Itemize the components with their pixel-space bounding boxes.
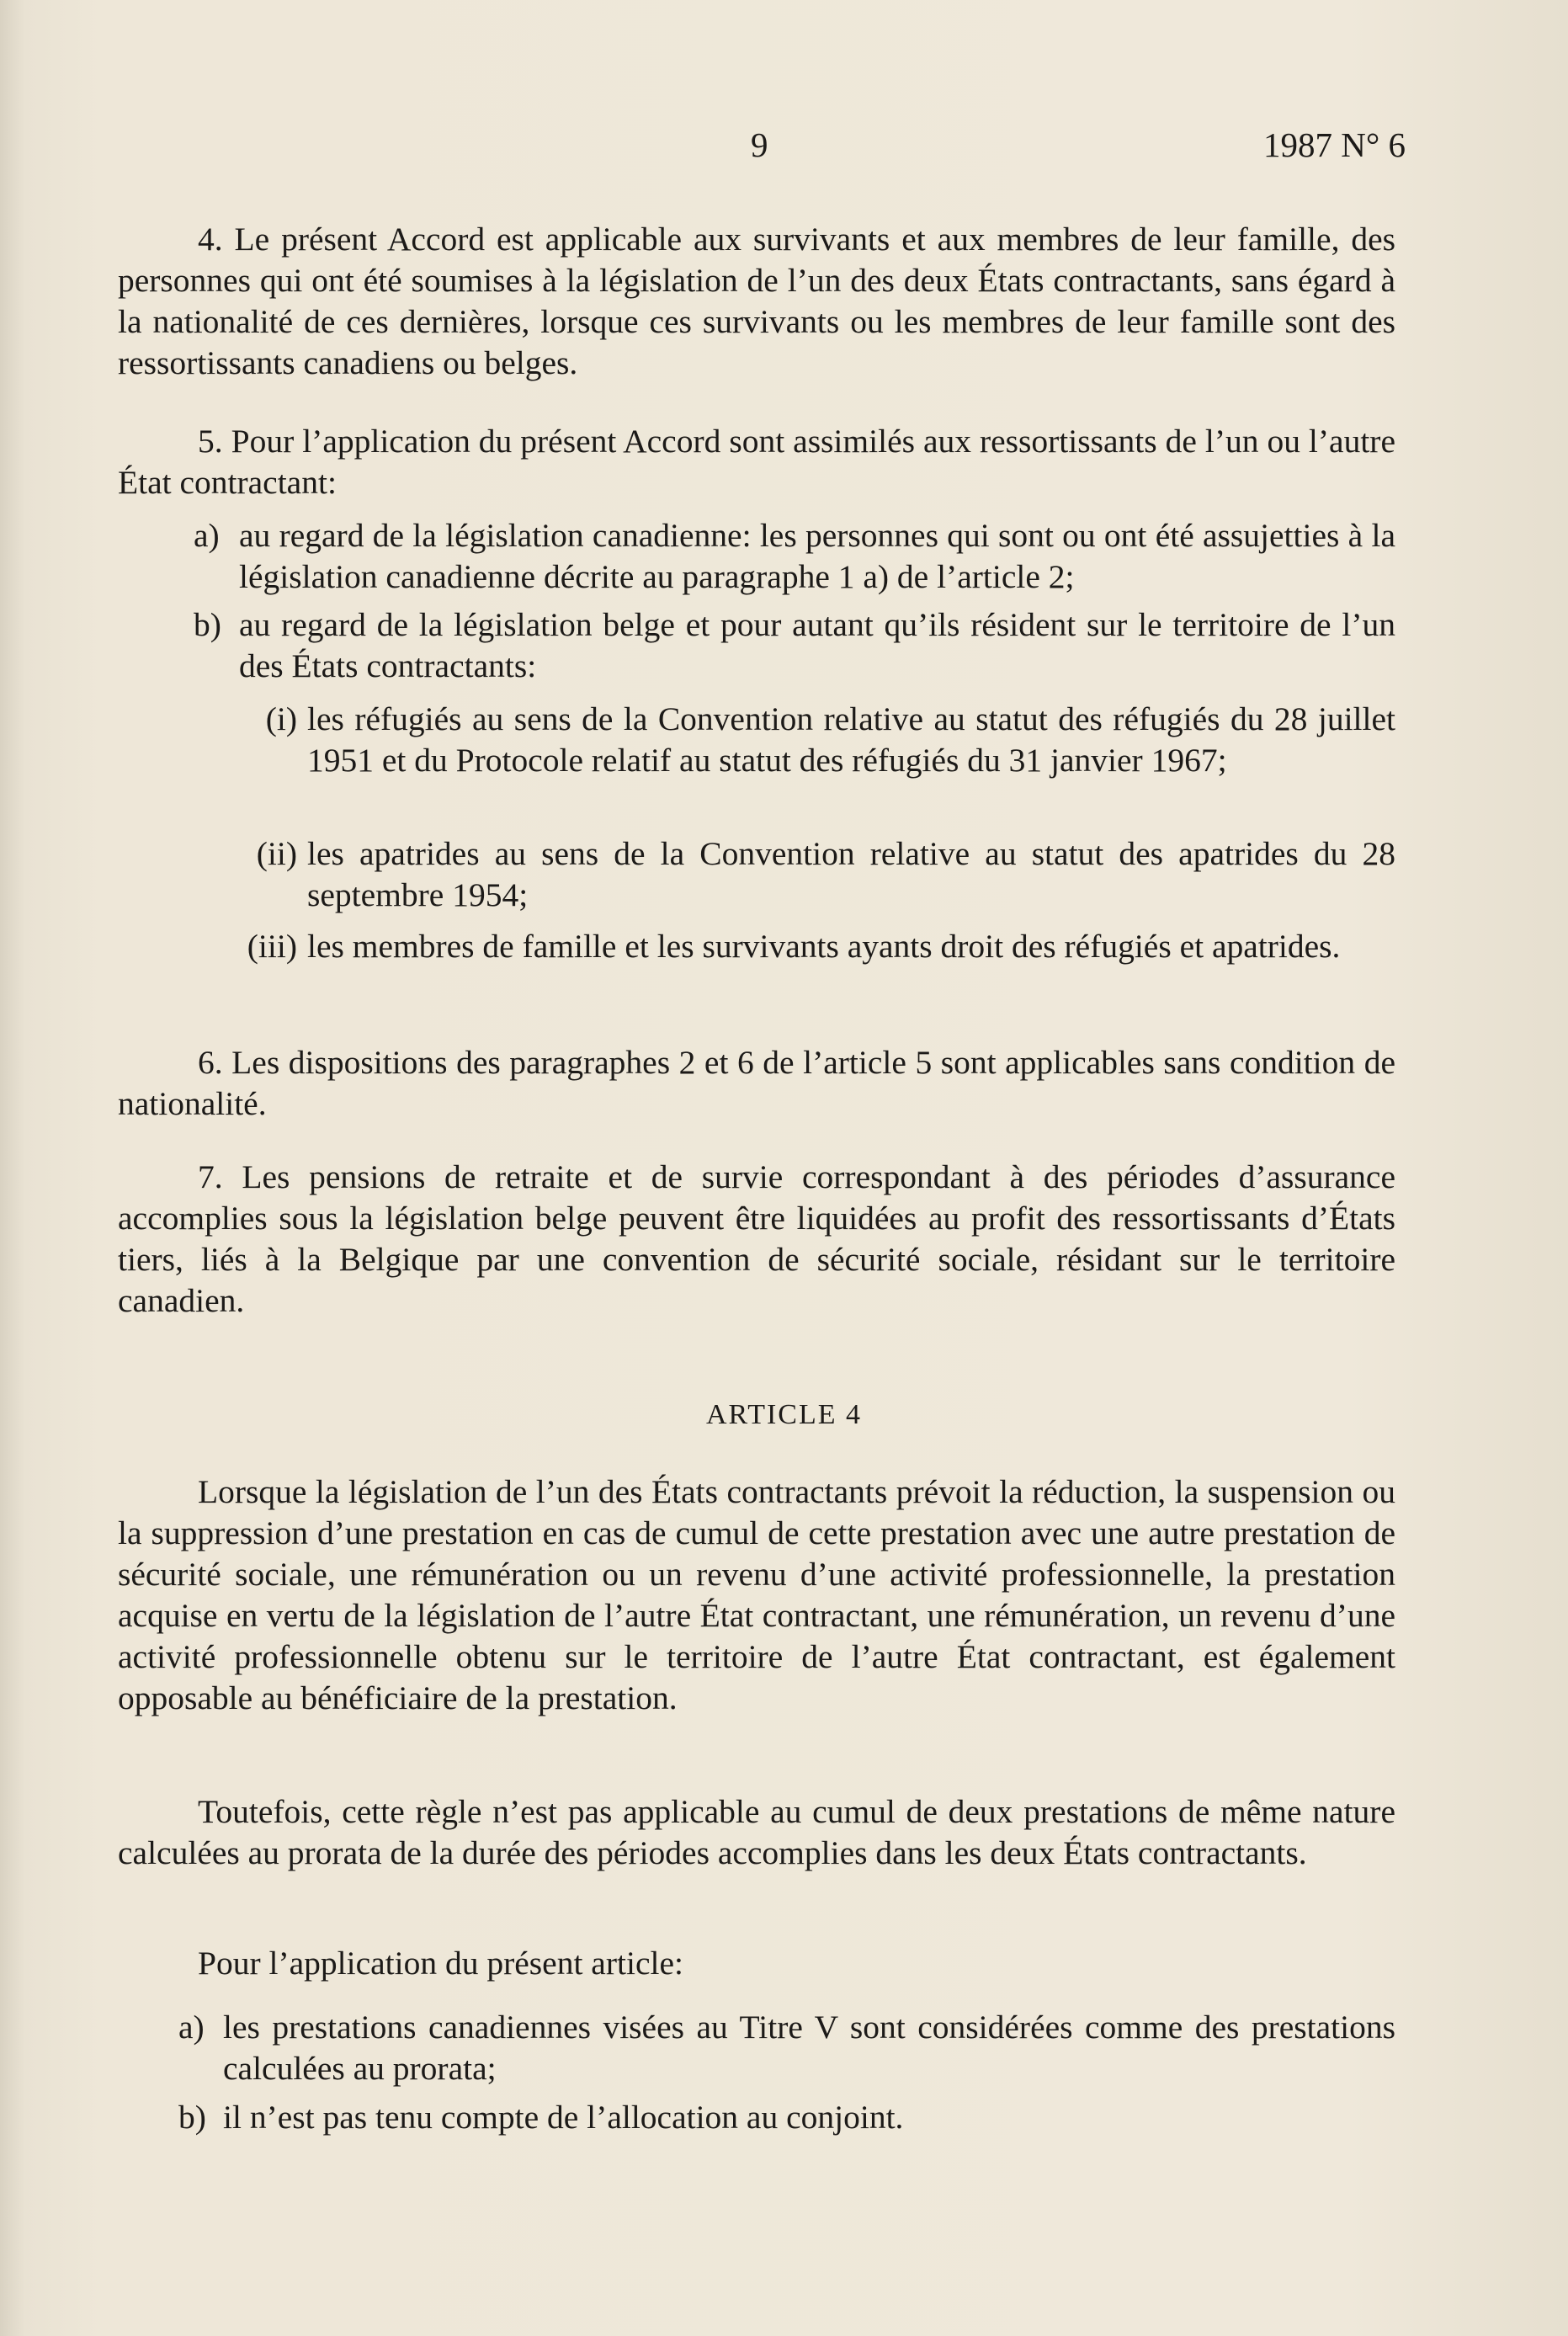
paragraph-4 [118,219,1395,384]
paragraph-7-text: 7. Les pensions de retraite et de survie correspondant à des périodes d’assurance accomplies sous la législation belge peuvent être liquidées au profit des ressortissants d’États tiers, liés à la Belgique par une convention de sécurité sociale, résidant sur le territoire canadien. [118,1158,1395,1319]
subitem-label: (i) [265,700,297,737]
subitem-text: les apatrides au sens de la Convention relative au statut des apatrides du 28 septembre 1954; [307,835,1395,913]
paragraph-5-text: 5. Pour l’application du présent Accord sont assimilés aux ressortissants de l’un ou l’autre État contractant: [118,423,1395,501]
paragraph-6-text: 6. Les dispositions des paragraphes 2 et 6 de l’article 5 sont applicables sans condition de nationalité. [118,1044,1395,1122]
article-heading: ARTICLE 4 [706,1399,862,1430]
article-4-paragraph-2 [118,1791,1395,1874]
item-text: il n’est pas tenu compte de l’allocation au conjoint. [223,2099,904,2136]
paragraph-5-subitem-i [265,699,1395,781]
subitem-label: (iii) [247,928,297,965]
item-text: au regard de la législation canadienne: les personnes qui sont ou ont été assujetties à la législation canadienne décrite au paragraphe 1 a) de l’article 2; [239,517,1395,595]
paragraph-5-item-b [194,604,1395,687]
item-label: a) [178,2009,205,2046]
paragraph-6 [118,1042,1395,1125]
item-text: au regard de la législation belge et pour autant qu’ils résident sur le territoire de l’un des États contractants: [239,606,1395,684]
item-label: a) [194,517,220,554]
paragraph-5-subitem-ii [256,833,1395,916]
subitem-label: (ii) [256,835,297,872]
subitem-text: les membres de famille et les survivants ayants droit des réfugiés et apatrides. [307,928,1341,965]
article-4-paragraph-1 [118,1471,1395,1719]
item-label: b) [194,606,221,643]
article-4-paragraph-1-text: Lorsque la législation de l’un des États contractants prévoit la réduction, la suspension ou la suppression d’une prestation en cas de cumul de cette prestation avec une autre prestation de sécurité sociale, une rémunération ou un revenu d’une activité professionnelle, la prestation acquise en vertu de la législation de l’autre État contractant, une rémunération, un revenu d’une activité professionnelle obtenu sur le territoire de l’autre État contractant, est également opposable au bénéficiaire de la prestation. [118,1473,1395,1716]
article-4-item-b [178,2097,1395,2138]
paragraph-5 [118,421,1395,503]
paragraph-5-subitem-iii [247,926,1395,967]
article-4-paragraph-3 [118,1943,1395,1984]
article-4-paragraph-2-text: Toutefois, cette règle n’est pas applicable au cumul de deux prestations de même nature calculées au prorata de la durée des périodes accomplies dans les deux États contractants. [118,1793,1395,1871]
subitem-text: les réfugiés au sens de la Convention relative au statut des réfugiés du 28 juillet 1951 et du Protocole relatif au statut des réfugiés du 31 janvier 1967; [307,700,1395,779]
page-number: 9 [751,125,768,164]
paragraph-4-text: 4. Le présent Accord est applicable aux survivants et aux membres de leur famille, des personnes qui ont été soumises à la législation de l’un des deux États contractants, sans égard à la nationalité de ces dernières, lorsque ces survivants ou les membres de leur famille sont des ressortissants canadiens ou belges. [118,221,1395,381]
article-4-paragraph-3-text: Pour l’application du présent article: [198,1945,683,1982]
issue-number: 1987 N° 6 [1262,125,1406,164]
item-label: b) [178,2099,206,2136]
item-text: les prestations canadiennes visées au Titre V sont considérées comme des prestations calculées au prorata; [223,2009,1395,2087]
paragraph-7 [118,1157,1395,1322]
article-4-item-a [178,2007,1395,2089]
paragraph-5-item-a [194,515,1395,598]
